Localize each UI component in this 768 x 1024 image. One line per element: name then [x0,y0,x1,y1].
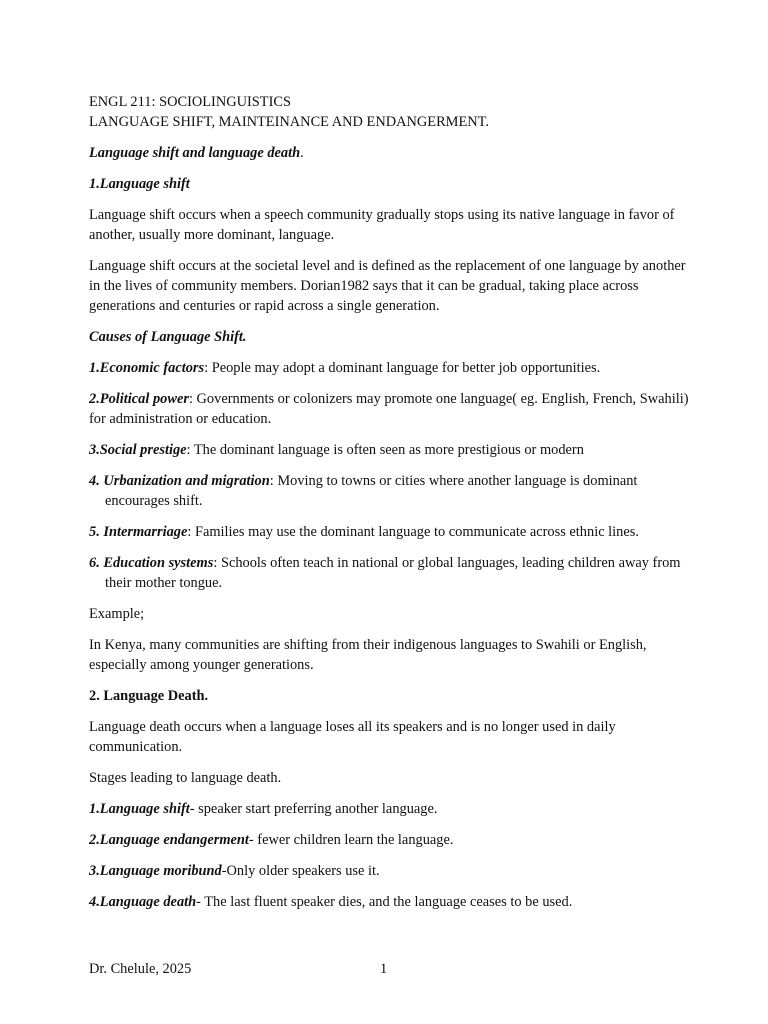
cause-term: 3.Social prestige [89,442,187,458]
example-label: Example; [89,606,145,622]
causes-heading: Causes of Language Shift. [89,329,247,345]
topic-title: LANGUAGE SHIFT, MAINTEINANCE AND ENDANGERMENT. [89,114,489,130]
cause-text: : The dominant language is often seen as more prestigious or modern [186,442,584,458]
page-number: 1 [380,961,388,977]
language-death-heading: 2. Language Death. [89,688,209,704]
stage-item [89,861,689,881]
stage-term: 1.Language shift [89,801,190,817]
stage-term: 4.Language death [89,894,197,910]
cause-text: : Schools often teach in national or global languages, leading children away from their mother tongue. [105,555,681,591]
cause-term: 6. Education systems [89,555,214,571]
stage-item [89,830,689,850]
cause-term: 2.Political power [89,391,189,407]
cause-item [89,389,689,429]
document-body [89,92,689,923]
stage-item [89,799,689,819]
language-shift-paragraph-2: Language shift occurs at the societal level and is defined as the replacement of one language by another in the lives of community members. Dorian1982 says that it can be gradual, taking place across generations and centuries or rapid across a single generation. [89,258,686,314]
stage-text: - speaker start preferring another language. [189,801,438,817]
stage-text: - fewer children learn the language. [248,832,454,848]
section-title [89,143,689,163]
language-shift-heading: 1.Language shift [89,176,190,192]
footer-author: Dr. Chelule, 2025 [89,961,192,977]
cause-text: : Governments or colonizers may promote one language( eg. English, French, Swahili) for administration or education. [89,391,689,427]
section-title-text: Language shift and language death [89,145,301,161]
stages-intro: Stages leading to language death. [89,770,282,786]
stage-text: - The last fluent speaker dies, and the language ceases to be used. [196,894,573,910]
cause-item [89,358,689,378]
cause-text: : People may adopt a dominant language for better job opportunities. [204,360,601,376]
cause-item [89,553,689,593]
stage-term: 3.Language moribund [89,863,222,879]
cause-item [89,440,689,460]
language-death-paragraph: Language death occurs when a language loses all its speakers and is no longer used in daily communication. [89,719,616,755]
cause-item [89,522,689,542]
stage-item [89,892,689,912]
cause-term: 1.Economic factors [89,360,205,376]
language-shift-paragraph-1: Language shift occurs when a speech community gradually stops using its native language in favor of another, usually more dominant, language. [89,207,675,243]
stage-text: -Only older speakers use it. [221,863,380,879]
stage-term: 2.Language endangerment [89,832,249,848]
example-text: In Kenya, many communities are shifting from their indigenous languages to Swahili or English, especially among younger generations. [89,637,647,673]
cause-text: : Families may use the dominant language to communicate across ethnic lines. [187,524,639,540]
cause-item [89,471,689,511]
cause-term: 5. Intermarriage [89,524,188,540]
course-title: ENGL 211: SOCIOLINGUISTICS [89,94,291,110]
section-title-suffix: . [300,145,304,161]
cause-term: 4. Urbanization and migration [89,473,270,489]
cause-text: : Moving to towns or cities where another language is dominant encourages shift. [105,473,638,509]
